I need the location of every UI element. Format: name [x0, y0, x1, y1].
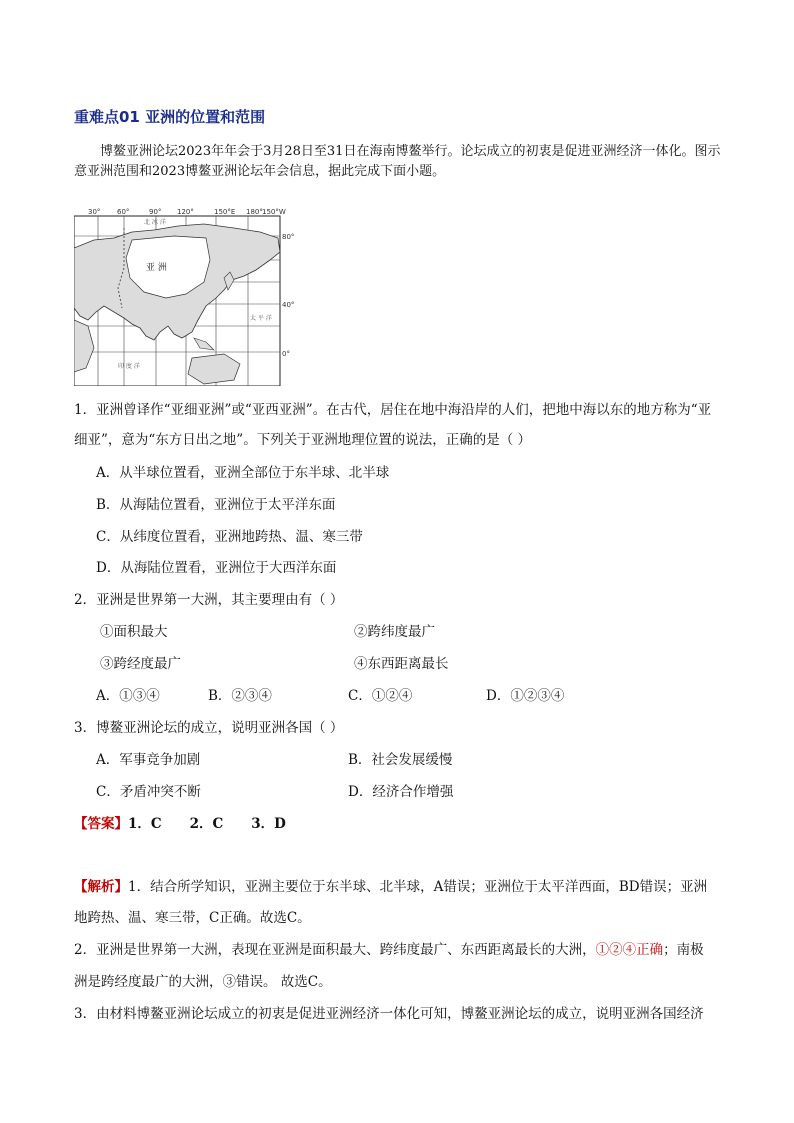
q2-option-b: B．②③④ — [208, 688, 272, 704]
q1-option-b: B．从海陆位置看，亚洲位于太平洋东面 — [96, 497, 336, 513]
lat-tick: 40° — [282, 301, 295, 309]
q2-option-d: D．①②③④ — [486, 688, 565, 704]
analysis-p1-line1 — [74, 875, 707, 895]
asia-map-svg — [74, 208, 300, 386]
analysis-p2-line2: 洲是跨经度最广的大洲，③错误。 故选C。 — [74, 974, 332, 990]
ocean-label-arctic: 北 冰 洋 — [144, 219, 166, 226]
q1-stem-line2: 细亚”，意为“东方日出之地”。下列关于亚洲地理位置的说法，正确的是（ ） — [74, 432, 531, 448]
q2-option-a: A．①③④ — [96, 688, 160, 704]
lat-tick: 80° — [282, 233, 295, 241]
answer-3: 3．D — [251, 816, 286, 832]
lat-tick: 0° — [282, 350, 290, 358]
q3-option-a: A．军事竞争加剧 — [96, 752, 201, 768]
q2-item-1: ①面积最大 — [100, 624, 168, 640]
analysis-p2-text-b: ；南极 — [663, 942, 704, 958]
answer-1: 1．C — [128, 816, 162, 832]
ocean-label-pacific: 太 平 洋 — [250, 315, 272, 322]
q2-option-c: C．①②④ — [348, 688, 413, 704]
analysis-p1-text: 1．结合所学知识，亚洲主要位于东半球、北半球，A错误；亚洲位于太平洋西面，BD错误；亚洲 — [128, 879, 708, 895]
lon-tick: 180° — [246, 208, 263, 216]
lon-tick: 150°E — [214, 208, 236, 216]
q3-stem: 3．博鳌亚洲论坛的成立，说明亚洲各国（ ） — [74, 720, 344, 736]
q3-option-b: B．社会发展缓慢 — [348, 752, 453, 768]
analysis-p2-text-a: 2．亚洲是世界第一大洲，表现在亚洲是面积最大、跨纬度最广、东西距离最长的大洲， — [74, 942, 596, 958]
analysis-p2-line1 — [74, 938, 704, 958]
answer-line — [74, 812, 286, 832]
q1-stem-line1: 1．亚洲曾译作“亚细亚洲”或“亚西亚洲”。在古代，居住在地中海沿岸的人们，把地中海以东的地方称为“亚 — [74, 402, 712, 418]
q3-option-c: C．矛盾冲突不断 — [96, 784, 201, 800]
lon-tick: 30° — [88, 208, 101, 216]
q3-option-d: D．经济合作增强 — [348, 784, 454, 800]
analysis-label: 【解析】 — [74, 879, 128, 895]
longitude-ticks — [88, 208, 286, 216]
intro-paragraph: 博鳌亚洲论坛2023年年会于3月28日至31日在海南博鳌举行。论坛成立的初衷是促进亚洲经济一体化。图示意亚洲范围和2023博鳌亚洲论坛年会信息，据此完成下面小题。 — [74, 144, 721, 179]
q2-item-2: ②跨纬度最广 — [354, 624, 435, 640]
q1-option-a: A．从半球位置看，亚洲全部位于东半球、北半球 — [96, 465, 390, 481]
answer-2: 2．C — [189, 816, 224, 832]
q2-item-3: ③跨经度最广 — [100, 656, 181, 672]
lon-tick: 90° — [149, 208, 162, 216]
analysis-p1-line2: 地跨热、温、寒三带，C正确。故选C。 — [74, 910, 311, 926]
q2-stem: 2．亚洲是世界第一大洲，其主要理由有（ ） — [74, 592, 344, 608]
latitude-ticks — [282, 233, 294, 358]
q1-option-c: C．从纬度位置看，亚洲地跨热、温、寒三带 — [96, 529, 363, 545]
section-heading: 重难点01 亚洲的位置和范围 — [74, 108, 266, 126]
lon-tick: 120° — [177, 208, 194, 216]
q2-item-4: ④东西距离最长 — [354, 656, 449, 672]
asia-label: 亚 洲 — [146, 263, 167, 273]
lon-tick: 150°W — [262, 208, 286, 216]
analysis-p3-line1: 3．由材料博鳌亚洲论坛成立的初衷是促进亚洲经济一体化可知，博鳌亚洲论坛的成立，说明亚洲各国经济 — [74, 1006, 704, 1022]
answer-label: 【答案】 — [74, 816, 128, 832]
q1-option-d: D．从海陆位置看，亚洲位于大西洋东面 — [96, 560, 337, 576]
lon-tick: 60° — [117, 208, 130, 216]
ocean-label-indian: 印 度 洋 — [118, 363, 140, 370]
asia-map-figure — [74, 208, 300, 386]
analysis-p2-red: ①②④正确 — [595, 942, 664, 958]
